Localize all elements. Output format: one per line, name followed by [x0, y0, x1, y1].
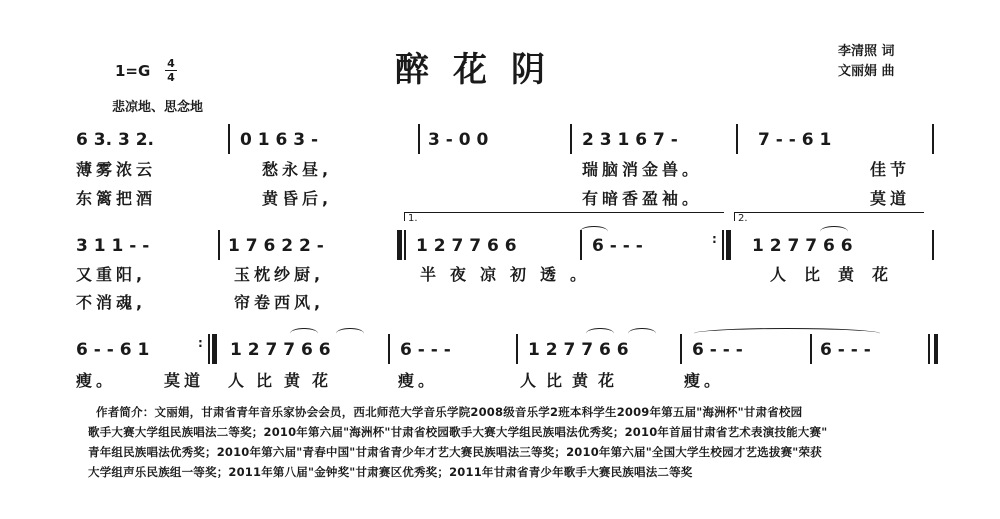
repeat-end: : [204, 334, 218, 364]
lyric-v2: 莫道 [870, 189, 911, 208]
lyric-v2: 黄昏后, [262, 189, 333, 208]
barline [570, 124, 572, 154]
lyric-v2: 帘卷西风, [234, 293, 325, 312]
author-bio-line: 大学组声乐民族组一等奖；2011年第八届"金钟奖"甘肃赛区优秀奖；2011年甘肃省青少年歌手大赛民族唱法二等奖 [88, 465, 693, 479]
measure-2: 0 1 6 3 - [240, 130, 319, 150]
measure-3: 6 - - - [400, 340, 451, 360]
repeat-start [392, 230, 406, 260]
barline [228, 124, 230, 154]
lyric-v1: 人比黄花 [228, 371, 341, 390]
time-signature-bottom: 4 [167, 71, 175, 84]
measure-2: 1 2 7 7 6 6 [230, 340, 331, 360]
lyric-v2: 有暗香盈袖。 [582, 189, 703, 208]
measure-3: 3 - 0 0 [428, 130, 489, 150]
lyric-v1: 薄雾浓云 [76, 160, 157, 179]
barline [810, 334, 812, 364]
measure-5: 1 2 7 7 6 6 [752, 236, 853, 256]
measure-5: 6 - - - [692, 340, 743, 360]
lyric-v1: 玉枕纱厨, [234, 265, 325, 284]
barline [388, 334, 390, 364]
lyric-v1: 瑞脑消金兽。 [582, 160, 703, 179]
volta-1: 1. [404, 212, 724, 221]
lyric-v1: 半夜凉初透。 [420, 265, 601, 284]
volta-2: 2. [734, 212, 924, 221]
barline [736, 124, 738, 154]
time-signature-top: 4 [167, 57, 175, 70]
measure-3: 1 2 7 7 6 6 [416, 236, 517, 256]
staff-system-1 [70, 120, 940, 160]
lyric-v1: 瘦。 [76, 371, 117, 390]
song-title: 醉花阴 [395, 50, 569, 90]
measure-5: 7 - - 6 1 [758, 130, 832, 150]
lyric-v1: 莫道 [164, 371, 205, 390]
time-signature [164, 58, 178, 83]
lyricist-credit: 李清照 词 [838, 44, 895, 59]
barline [932, 230, 934, 260]
lyric-v1: 瘦。 [398, 371, 439, 390]
key-signature: 1=G [115, 62, 151, 80]
barline [516, 334, 518, 364]
author-bio-line: 作者简介：文丽娟，甘肃省青年音乐家协会会员，西北师范大学音乐学院2008级音乐学2班本科学生2009年第五届"海洲杯"甘肃省校园 [96, 405, 803, 419]
lyric-v1: 佳节 [870, 160, 911, 179]
author-bio-line: 青年组民族唱法优秀奖；2010年第六届"青春中国"甘肃省青少年才艺大赛民族唱法三等奖；2010年第六届"全国大学生校园才艺选拔赛"荣获 [88, 445, 822, 459]
lyric-v1: 瘦。 [684, 371, 725, 390]
measure-4: 2 3 1 6 7 - [582, 130, 678, 150]
composer-credit: 文丽娟 曲 [838, 64, 895, 79]
performance-direction: 悲凉地、思念地 [112, 100, 204, 115]
final-barline-thin [928, 334, 930, 364]
measure-1: 3 1 1 - - [76, 236, 150, 256]
barline [932, 124, 934, 154]
repeat-end: : [718, 230, 732, 260]
lyric-v1: 人比黄花 [520, 371, 625, 390]
barline [218, 230, 220, 260]
staff-system-3 [70, 330, 940, 370]
staff-system-2 [70, 226, 940, 266]
barline [418, 124, 420, 154]
measure-2: 1 7 6 2 2 - [228, 236, 324, 256]
measure-1: 6 - - 6 1 [76, 340, 150, 360]
barline [680, 334, 682, 364]
measure-4: 1 2 7 7 6 6 [528, 340, 629, 360]
lyric-v1: 愁永昼, [262, 160, 333, 179]
measure-1: 6 3. 3 2. [76, 130, 154, 150]
final-barline-thick [934, 334, 938, 364]
lyric-v2: 不消魂, [76, 293, 147, 312]
lyric-v1: 又重阳, [76, 265, 147, 284]
lyric-v2: 东篱把酒 [76, 189, 157, 208]
measure-6: 6 - - - [820, 340, 871, 360]
author-bio-line: 歌手大赛大学组民族唱法二等奖；2010年第六届"海洲杯"甘肃省校园歌手大赛大学组民族唱法优秀奖；2010年首届甘肃省艺术表演技能大赛" [88, 425, 828, 439]
lyric-v1: 人比黄花 [770, 265, 907, 284]
barline [580, 230, 582, 260]
measure-4: 6 - - - [592, 236, 643, 256]
